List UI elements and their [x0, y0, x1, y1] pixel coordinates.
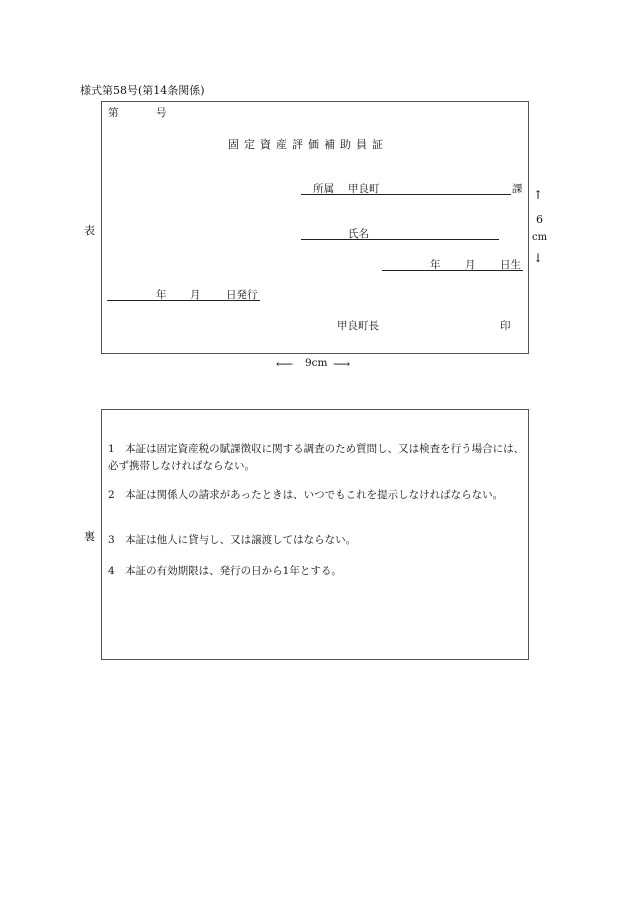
clause-1: 1 本証は固定資産税の賦課徴収に関する調査のため質問し、又は検査を行う場合には、必ず携帯しなければならない。	[108, 443, 525, 472]
front-side-label: 表	[84, 224, 95, 237]
height-value: 6	[536, 213, 543, 226]
height-unit: cm	[532, 232, 548, 243]
birth-month-label: 月	[465, 259, 476, 271]
arrow-left-icon: ⟵	[276, 357, 294, 371]
issue-month-label: 月	[190, 289, 201, 301]
card-title: 固定資産評価補助員証	[228, 138, 388, 151]
birth-year-label: 年	[430, 259, 441, 271]
arrow-right-icon: ⟶	[333, 357, 351, 371]
issue-date-underline	[107, 300, 260, 301]
clause-4: 4 本証の有効期限は、発行の日から1年とする。	[108, 565, 342, 577]
affiliation-underline	[301, 194, 511, 195]
seal-mark: 印	[500, 320, 511, 332]
affiliation-label: 所属	[313, 183, 334, 195]
arrow-down-icon: ↓	[533, 251, 544, 265]
back-side-label: 裏	[84, 530, 95, 543]
issue-day-label: 日発行	[226, 289, 258, 301]
birth-date-underline	[382, 270, 523, 271]
affiliation-value: 甲良町	[348, 183, 380, 195]
clause-2: 2 本証は関係人の請求があったときは、いつでもこれを提示しなければならない。	[108, 489, 504, 501]
clause-3: 3 本証は他人に貸与し、又は譲渡してはならない。	[108, 534, 357, 546]
birth-day-label: 日生	[500, 259, 521, 271]
arrow-up-icon: ↑	[533, 188, 544, 202]
issue-year-label: 年	[156, 289, 167, 301]
certificate-number-suffix: 号	[156, 107, 167, 119]
form-number-header: 様式第58号(第14条関係)	[80, 84, 205, 97]
name-label: 氏名	[348, 228, 369, 240]
width-label: 9cm	[305, 357, 328, 369]
certificate-number-prefix: 第	[108, 107, 119, 119]
name-underline	[301, 239, 499, 240]
section-suffix: 課	[512, 183, 523, 195]
issuer-title: 甲良町長	[337, 320, 379, 332]
